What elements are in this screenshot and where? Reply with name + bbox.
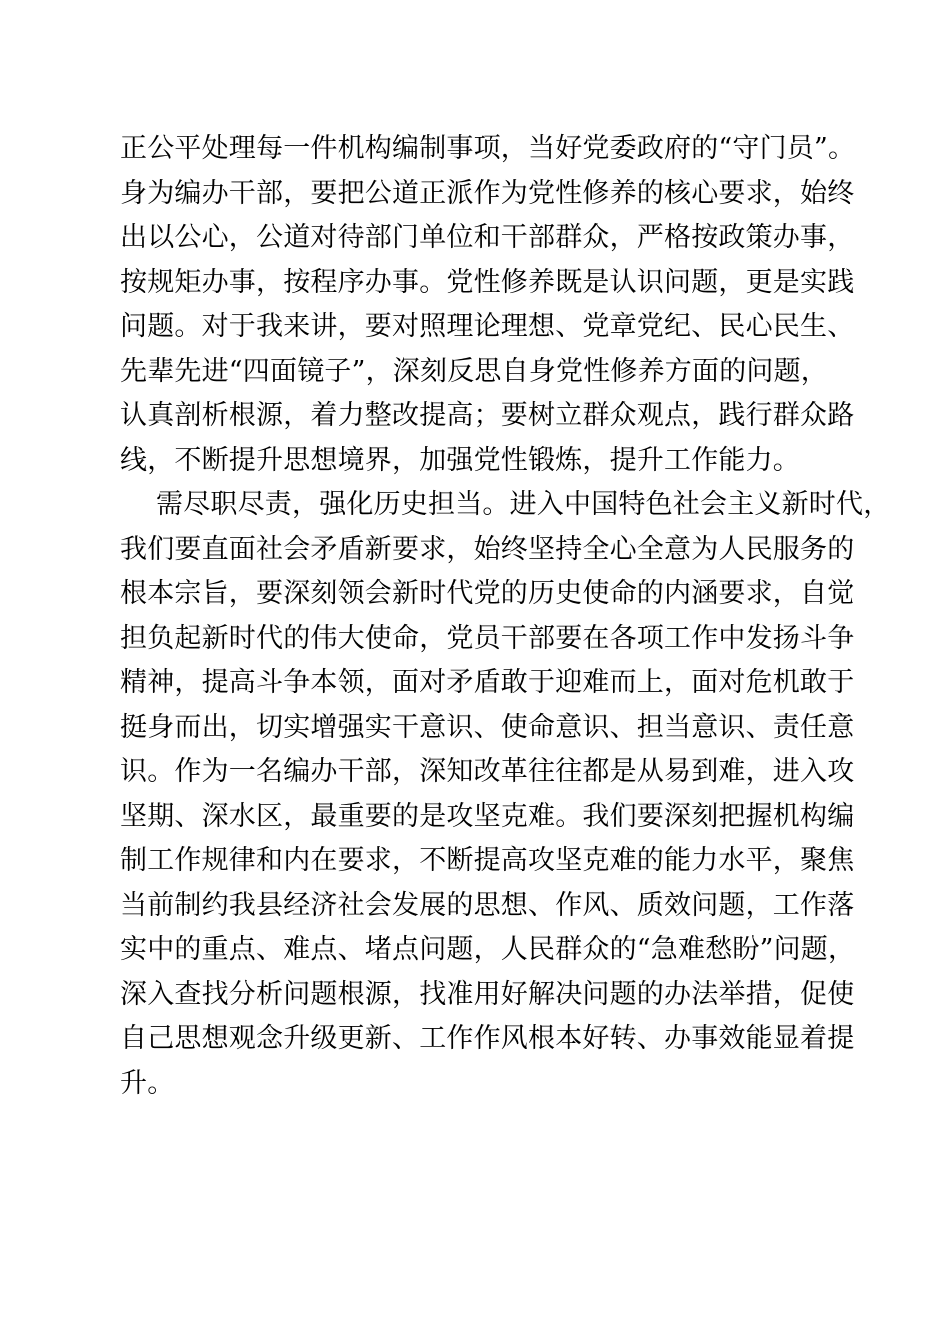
text-line: 实中的重点、难点、堵点问题，人民群众的“急难愁盼”问题，: [120, 934, 856, 965]
text-line: 身为编办干部，要把公道正派作为党性修养的核心要求，始终: [120, 177, 855, 209]
paragraph-2: [120, 483, 891, 1106]
text-line: 先辈先进“四面镜子”，深刻反思自身党性修养方面的问题，: [120, 355, 829, 387]
text-line: 识。作为一名编办干部，深知改革往往都是从易到难，进入攻: [120, 756, 855, 787]
text-line: 担负起新时代的伟大使命，党员干部要在各项工作中发扬斗争: [120, 622, 855, 654]
text-line: 升。: [120, 1067, 175, 1099]
text-line: 问题。对于我来讲，要对照理论理想、党章党纪、民心民生、: [120, 311, 855, 342]
text-line: 挺身而出，切实增强实干意识、使命意识、担当意识、责任意: [120, 711, 855, 743]
text-line: 精神，提高斗争本领，面对矛盾敢于迎难而上，面对危机敢于: [120, 667, 855, 698]
text-line: 需尽职尽责，强化历史担当。进入中国特色社会主义新时代，: [156, 489, 891, 520]
text-line: 根本宗旨，要深刻领会新时代党的历史使命的内涵要求，自觉: [120, 578, 855, 609]
text-line: 坚期、深水区，最重要的是攻坚克难。我们要深刻把握机构编: [120, 800, 855, 832]
text-line: 出以公心，公道对待部门单位和干部群众，严格按政策办事，: [120, 222, 855, 253]
text-line: 深入查找分析问题根源，找准用好解决问题的办法举措，促使: [120, 978, 855, 1010]
text-line: 自己思想观念升级更新、工作作风根本好转、办事效能显着提: [120, 1023, 855, 1054]
text-line: 按规矩办事，按程序办事。党性修养既是认识问题，更是实践: [120, 266, 855, 298]
text-line: 认真剖析根源，着力整改提高；要树立群众观点，践行群众路: [120, 400, 855, 431]
text-line: 正公平处理每一件机构编制事项，当好党委政府的“守门员”。: [120, 133, 856, 164]
paragraph-1: [120, 127, 856, 483]
text-line: 当前制约我县经济社会发展的思想、作风、质效问题，工作落: [120, 889, 855, 921]
document-body: [120, 127, 891, 1106]
text-line: 线，不断提升思想境界，加强党性锻炼，提升工作能力。: [120, 444, 800, 476]
text-line: 制工作规律和内在要求，不断提高攻坚克难的能力水平，聚焦: [120, 845, 855, 876]
text-line: 我们要直面社会矛盾新要求，始终坚持全心全意为人民服务的: [120, 533, 855, 565]
